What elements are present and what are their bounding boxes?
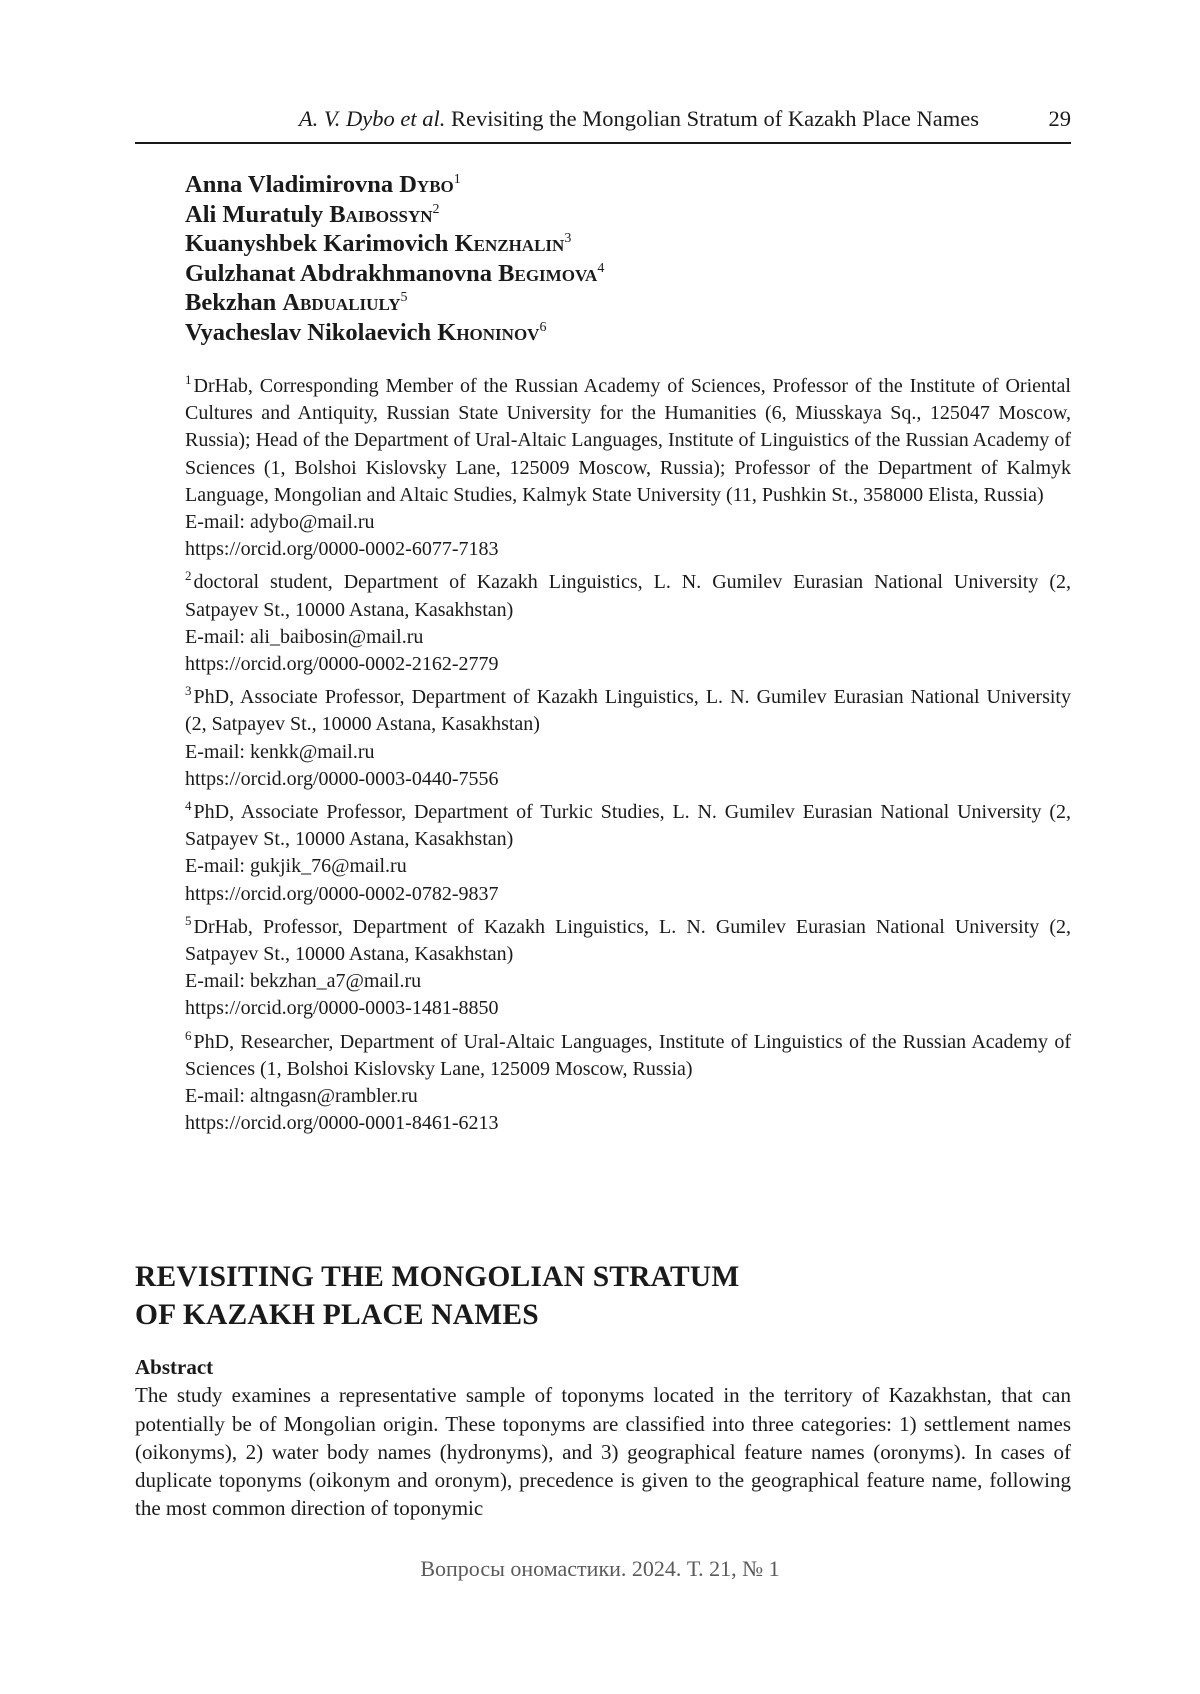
affiliation-4 (185, 799, 1071, 908)
author-family-name: Dybo (399, 171, 454, 198)
author-5: Bekzhan Abdualiuly$^5$ (185, 289, 408, 316)
author-family-name: Begimova (498, 259, 598, 287)
affiliation-6 (185, 1029, 1071, 1138)
affiliation-orcid-link[interactable]: https://orcid.org/0000-0002-0782-9837 (185, 882, 499, 905)
affiliation-list (185, 373, 1071, 1143)
author-2: Ali Muratuly Baibossyn$^2$ (185, 200, 440, 228)
page-number: 29 (1048, 106, 1071, 131)
abstract (135, 1353, 1071, 1523)
running-header (135, 102, 1071, 144)
affiliation-orcid-link[interactable]: https://orcid.org/0000-0003-1481-8850 (185, 997, 499, 1020)
affiliation-2 (185, 569, 1071, 678)
article-title-line-1: REVISITING THE MONGOLIAN STRATUM (135, 1261, 740, 1293)
author-family-name: Kenzhalin (454, 230, 565, 257)
running-authors: A. V. Dybo et al. (298, 106, 446, 131)
affiliation-orcid-link[interactable]: https://orcid.org/0000-0003-0440-7556 (185, 767, 499, 790)
article-title-line-2: OF KAZAKH PLACE NAMES (135, 1299, 539, 1331)
journal-footer: Вопросы ономастики. 2024. Т. 21, № 1 (420, 1556, 780, 1581)
affiliation-orcid-link[interactable]: https://orcid.org/0000-0001-8461-6213 (185, 1112, 499, 1135)
affiliation-text: $^3$ PhD, Associate Professor, Department of Kazakh Linguistics, L. N. Gumilev Eurasian National University (2, Satpayev St., 10000 Astana, Kasakhstan) (185, 683, 1071, 736)
author-family-name: Abdualiuly (282, 289, 401, 316)
author-family-name: Baibossyn (329, 200, 433, 228)
affiliation-email[interactable]: E-mail: ali_baibosin@mail.ru (185, 625, 424, 648)
affiliation-text: $^4$ PhD, Associate Professor, Department of Turkic Studies, L. N. Gumilev Eurasian National University (2, Satpayev St., 10000 Astana, Kasakhstan) (185, 798, 1071, 851)
affiliation-email[interactable]: E-mail: kenkk@mail.ru (185, 740, 375, 763)
author-family-name: Khoninov (437, 318, 540, 346)
affiliation-email[interactable]: E-mail: altngasn@rambler.ru (185, 1085, 418, 1108)
affiliation-email[interactable]: E-mail: gukjik_76@mail.ru (185, 855, 407, 878)
affiliation-text: $^1$ DrHab, Corresponding Member of the Russian Academy of Sciences, Professor of the Institute of Oriental Cultures and Antiquity, Russian State University for the Humanities (6, Miusskaya Sq., 125047 Moscow, Russia); Head of the Department of Ural-Altaic Languages, Institute of Linguistics of the Russian Academy of Sciences (1, Bolshoi Kislovsky Lane, 125009 Moscow, Russia); Professor of the Department of Kalmyk Language, Mongolian and Altaic Studies, Kalmyk State University (11, Pushkin St., 358000 Elista, Russia) (185, 372, 1071, 506)
affiliation-email[interactable]: E-mail: bekzhan_a7@mail.ru (185, 970, 422, 993)
affiliation-text: $^5$ DrHab, Professor, Department of Kazakh Linguistics, L. N. Gumilev Eurasian National University (2, Satpayev St., 10000 Astana, Kasakhstan) (185, 912, 1071, 966)
affiliation-orcid-link[interactable]: https://orcid.org/0000-0002-2162-2779 (185, 653, 499, 676)
author-4: Gulzhanat Abdrakhmanovna Begimova$^4$ (185, 259, 605, 287)
affiliation-email[interactable]: E-mail: adybo@mail.ru (185, 511, 375, 534)
abstract-heading: Abstract (135, 1355, 214, 1379)
abstract-text: The study examines a representative sample of toponyms located in the territory of Kazakhstan, that can potentially be of Mongolian origin. These toponyms are classified into three categories: 1) settlement names (oikonyms), 2) water body names (hydronyms), and 3) geographical feature names (oronyms). In cases of duplicate toponyms (oikonym and oronym), precedence is given to the geographical feature name, following the most common direction of toponymic (135, 1383, 1071, 1521)
affiliation-1 (185, 373, 1071, 563)
article-title (135, 1258, 1075, 1334)
affiliation-5 (185, 914, 1071, 1023)
affiliation-orcid-link[interactable]: https://orcid.org/0000-0002-6077-7183 (185, 538, 499, 561)
affiliation-text: $^6$ PhD, Researcher, Department of Ural-Altaic Languages, Institute of Linguistics of the Russian Academy of Sciences (1, Bolshoi Kislovsky Lane, 125009 Moscow, Russia) (185, 1027, 1071, 1080)
affiliation-3 (185, 684, 1071, 793)
author-1: Anna Vladimirovna Dybo$^1$ (185, 171, 461, 198)
running-title-text: Revisiting the Mongolian Stratum of Kazakh Place Names (450, 106, 979, 131)
running-title (299, 106, 979, 132)
author-3: Kuanyshbek Karimovich Kenzhalin$^3$ (185, 230, 572, 257)
author-list (185, 170, 1065, 347)
author-6: Vyacheslav Nikolaevich Khoninov$^6$ (185, 318, 547, 346)
affiliation-text: $^2$ doctoral student, Department of Kazakh Linguistics, L. N. Gumilev Eurasian National University (2, Satpayev St., 10000 Astana, Kasakhstan) (185, 568, 1071, 621)
